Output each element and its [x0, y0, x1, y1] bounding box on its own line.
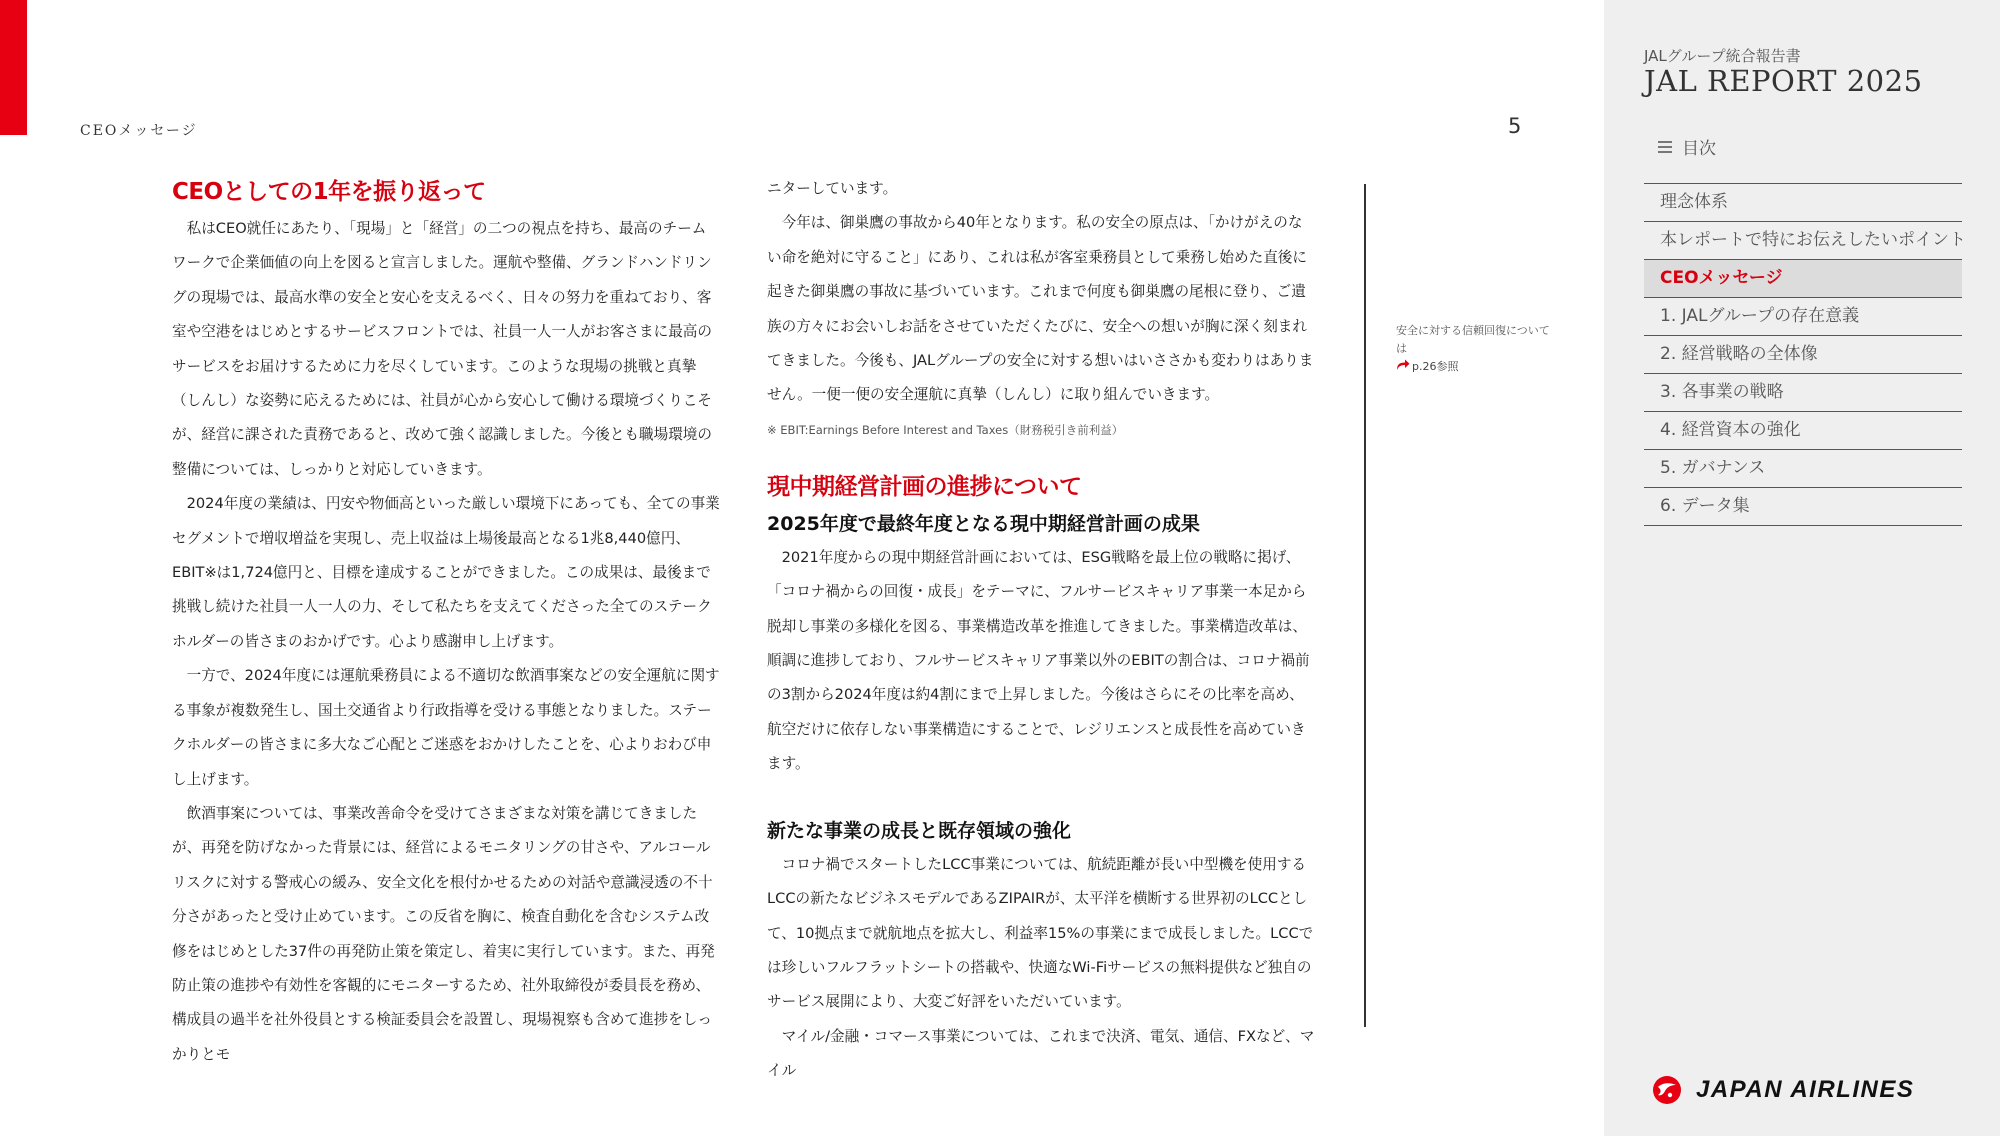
page-number: 5 — [1508, 114, 1522, 138]
toc-item-governance[interactable]: 5. ガバナンス — [1644, 450, 1962, 488]
toc-heading-label: 目次 — [1682, 139, 1716, 159]
toc-list — [1644, 183, 1966, 526]
toc-item-ceo-message[interactable]: CEOメッセージ — [1644, 260, 1962, 298]
side-note-ref: p.26参照 — [1412, 360, 1459, 373]
toc-item-philosophy[interactable]: 理念体系 — [1644, 184, 1962, 222]
paragraph: 一方で、2024年度には運航乗務員による不適切な飲酒事案などの安全運航に関する事象が複数発生し、国土交通省より行政指導を受ける事態となりました。ステークホルダーの皆さまに多大なご心配とご迷惑をおかけしたことを、心よりおわび申し上げます。 — [172, 667, 720, 788]
japan-airlines-logo — [1652, 1075, 1914, 1105]
paragraph: 2021年度からの現中期経営計画においては、ESG戦略を最上位の戦略に掲げ、「コロナ禍からの回復・成長」をテーマに、フルサービスキャリア事業一本足から脱却し事業の多様化を図る、事業構造改革を推進してきました。事業構造改革は、順調に進捗しており、フルサービスキャリア事業以外のEBITの割合は、コロナ禍前の3割から2024年度は約4割にまで上昇しました。今後はさらにその比率を高め、航空だけに依存しない事業構造にすることで、レジリエンスと成長性を高めていきます。 — [767, 548, 1310, 773]
footnote: ※ EBIT:Earnings Before Interest and Taxes（財務税引き前利益） — [767, 422, 1124, 437]
toc-item-key-points[interactable]: 本レポートで特にお伝えしたいポイント — [1644, 222, 1962, 260]
crane-icon — [1652, 1075, 1682, 1105]
toc-heading[interactable] — [1658, 134, 1716, 159]
side-note — [1396, 322, 1556, 376]
logo-wordmark: JAPAN AIRLINES — [1696, 1076, 1915, 1103]
paragraph: 私はCEO就任にあたり、「現場」と「経営」の二つの視点を持ち、最高のチームワークで企業価値の向上を図ると宣言しました。運航や整備、グランドハンドリングの現場では、最高水準の安全と安心を支えるべく、日々の努力を重ねており、客室や空港をはじめとするサービスフロントでは、社員一人一人がお客さまに最高のサービスをお届けするために力を尽くしています。このような現場の挑戦と真摯（しんし）な姿勢に応えるためには、社員が心から安心して働ける環境づくりこそが、経営に課された責務であると、改めて強く認識しました。今後とも職場環境の整備については、しっかりと対応していきます。 — [172, 220, 712, 478]
paragraph: 今年は、御巣鷹の事故から40年となります。私の安全の原点は、「かけがえのない命を絶対に守ること」にあり、これは私が客室乗務員として乗務し始めた直後に起きた御巣鷹の事故に基づいています。これまで何度も御巣鷹の尾根に登り、ご遺族の方々にお会いしお話をさせていただくたびに、安全への想いが胸に深く刻まれてきました。今後も、JALグループの安全に対する想いはいささかも変わりはありません。一便一便の安全運航に真摯（しんし）に取り組んでいきます。 — [767, 214, 1314, 404]
column-divider — [1364, 184, 1366, 1027]
paragraph: 2024年度の業績は、円安や物価高といった厳しい環境下にあっても、全ての事業セグメントで増収増益を実現し、売上収益は上場後最高となる1兆8,440億円、EBIT※は1,724億円と、目標を達成することができました。この成果は、最後まで挑戦し続けた社員一人一人の力、そして私たちを支えてくださった全てのステークホルダーの皆さまのおかげです。心より感謝申し上げます。 — [172, 495, 720, 650]
toc-item-business-strategy[interactable]: 3. 各事業の戦略 — [1644, 374, 1962, 412]
section-heading-midterm-plan: 現中期経営計画の進捗について — [767, 473, 1082, 500]
side-note-link[interactable] — [1396, 358, 1556, 376]
subheading-new-business: 新たな事業の成長と既存領域の強化 — [767, 819, 1072, 842]
toc-item-capital[interactable]: 4. 経営資本の強化 — [1644, 412, 1962, 450]
toc-item-strategy-overview[interactable]: 2. 経営戦略の全体像 — [1644, 336, 1962, 374]
section-label: CEOメッセージ — [80, 123, 198, 139]
paragraph: マイル/金融・コマース事業については、これまで決済、電気、通信、FXなど、マイル — [767, 1027, 1315, 1080]
report-subtitle: JALグループ統合報告書 — [1644, 47, 1801, 65]
report-title: JAL REPORT 2025 — [1644, 64, 1923, 98]
accent-bar — [0, 0, 27, 135]
paragraph: 飲酒事案については、事業改善命令を受けてさまざまな対策を講じてきましたが、再発を防げなかった背景には、経営によるモニタリングの甘さや、アルコールリスクに対する警戒心の緩み、安全文化を根付かせるための対話や意識浸透の不十分さがあったと受け止めています。この反省を胸に、検査自動化を含むシステム改修をはじめとした37件の再発防止策を策定し、着実に実行しています。また、再発防止策の進捗や有効性を客観的にモニターするため、社外取締役が委員長を務め、構成員の過半を社外役員とする検証委員会を設置し、現場視察も含めて進捗をしっかりとモ — [172, 804, 715, 1063]
toc-panel — [1604, 0, 2000, 1136]
toc-item-data[interactable]: 6. データ集 — [1644, 488, 1962, 526]
arrow-icon — [1396, 359, 1410, 371]
toc-item-purpose[interactable]: 1. JALグループの存在意義 — [1644, 298, 1962, 336]
paragraph-continued: ニターしています。 — [767, 180, 898, 197]
text-column-left — [172, 172, 720, 1072]
subheading-plan-results: 2025年度で最終年度となる現中期経営計画の成果 — [767, 512, 1200, 535]
menu-icon — [1658, 141, 1672, 153]
paragraph: コロナ禍でスタートしたLCC事業については、航続距離が長い中型機を使用するLCCの新たなビジネスモデルであるZIPAIRが、太平洋を横断する世界初のLCCとして、10拠点まで就航地点を拡大し、利益率15%の事業にまで成長しました。LCCでは珍しいフルフラットシートの搭載や、快適なWi-Fiサービスの無料提供など独自のサービス展開により、大変ご好評をいただいています。 — [767, 855, 1314, 1011]
side-note-text: 安全に対する信頼回復については — [1396, 324, 1550, 355]
section-heading-ceo-year: CEOとしての1年を振り返って — [172, 179, 486, 205]
text-column-right — [767, 172, 1315, 1089]
